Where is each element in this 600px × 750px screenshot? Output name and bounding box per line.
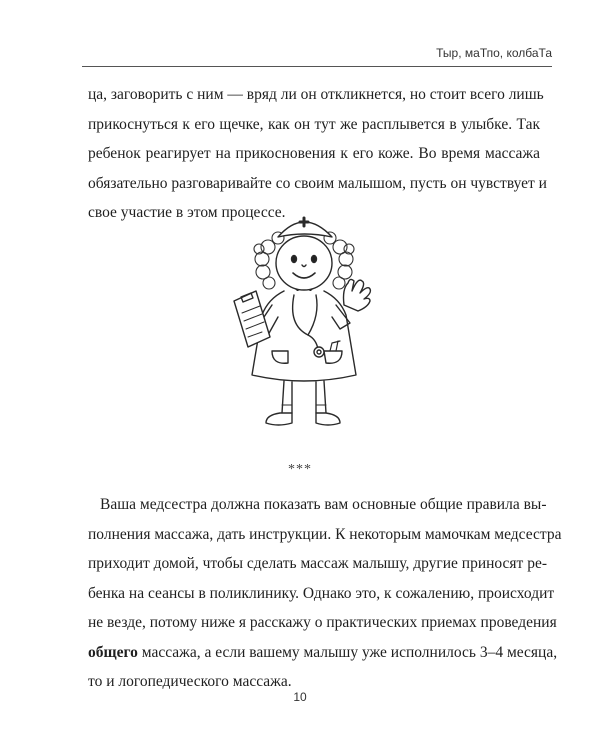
paragraph-1-line: обязательно разговаривайте со своим малышом, пусть он чувствует и xyxy=(88,174,547,192)
paragraph-2-line: бенка на сеансы в поликлинику. Однако это, к сожалению, происходит xyxy=(88,584,555,602)
nurse-illustration xyxy=(228,205,378,440)
paragraph-2-line: полнения массажа, дать инструкции. К некоторым мамочкам медсестра xyxy=(88,525,562,543)
face xyxy=(276,236,332,290)
emphasis-word: общего xyxy=(88,643,138,661)
clipboard xyxy=(234,291,270,347)
paragraph-2-line: Ваша медсестра должна показать вам основные общие правила вы- xyxy=(100,496,547,513)
paragraph-1-line: свое участие в этом процессе. xyxy=(88,204,286,221)
paragraph-1-line: ребенок реагирует на прикосновения к его коже. Во время массажа xyxy=(88,145,540,162)
waving-hand xyxy=(344,279,371,311)
running-title: Тыр, маТпо, колбаТа xyxy=(436,46,552,60)
page-number: 10 xyxy=(293,690,307,704)
paragraph-1-line: прикоснуться к его щечке, как он тут же расплывется в улыбке. Так xyxy=(88,115,540,133)
paragraph-2 xyxy=(88,490,562,697)
paragraph-2-line xyxy=(88,638,558,668)
left-shoe xyxy=(266,413,292,425)
paragraph-2-line: приходит домой, чтобы сделать массаж малышу, другие приносят ре- xyxy=(88,555,547,572)
header-rule xyxy=(82,66,552,67)
line-text: массажа, а если вашему малышу уже исполнилось 3–4 месяца, xyxy=(137,643,558,661)
section-separator: *** xyxy=(288,462,312,477)
paragraph-1-line: ца, заговорить с ним — вряд ли он откликнется, но стоит всего лишь xyxy=(88,86,544,103)
paragraph-2-line: не везде, потому ниже я расскажу о практических приемах проведения xyxy=(88,614,557,631)
paragraph-2-line: то и логопедического массажа. xyxy=(88,673,292,690)
right-shoe xyxy=(316,413,340,425)
